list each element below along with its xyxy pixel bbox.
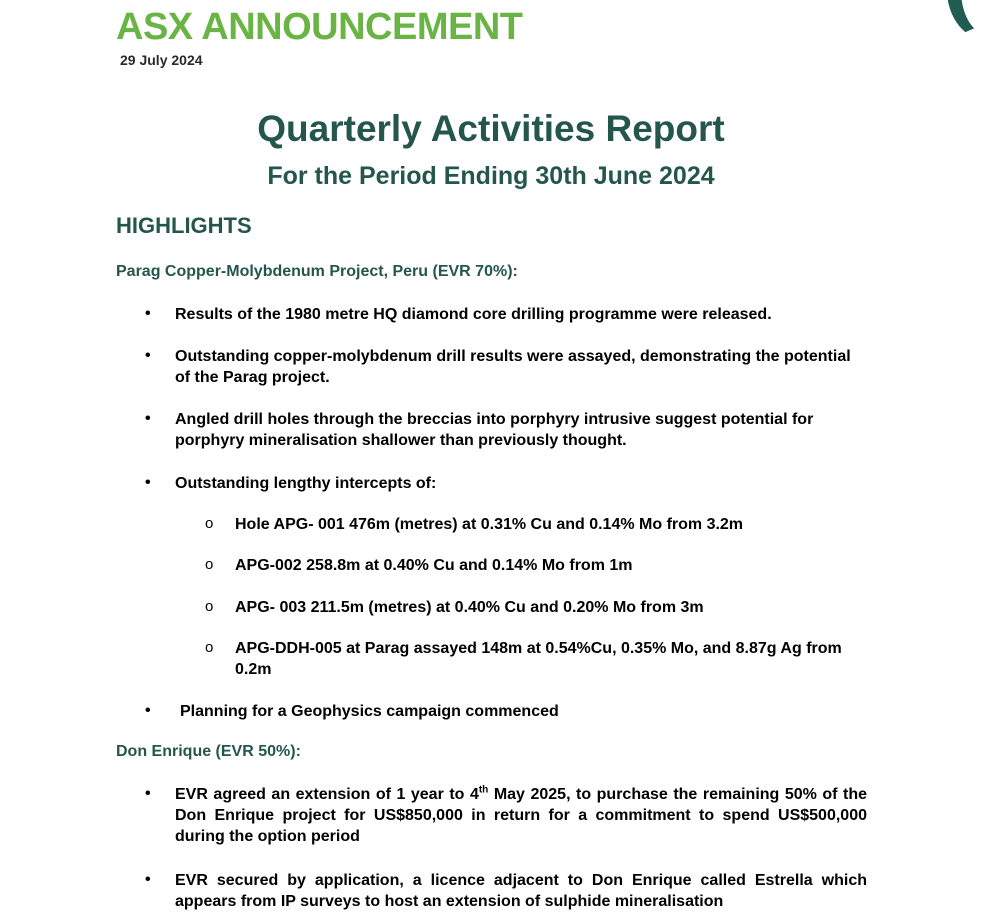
subbullet-marker: o: [205, 639, 214, 656]
don-enrique-bullet-1-post: May 2025, to purchase the remaining 50% of the Don Enrique project for US$850,000 in return for a commitment to spend US$500,000 during the option period: [175, 786, 867, 845]
subbullet-marker: o: [205, 598, 214, 615]
bullet-marker: •: [145, 305, 151, 322]
intercept-item-1: Hole APG- 001 476m (metres) at 0.31% Cu and 0.14% Mo from 3.2m: [235, 516, 744, 533]
intercept-item-3: APG- 003 211.5m (metres) at 0.40% Cu and 0.20% Mo from 3m: [235, 599, 704, 616]
ordinal-suffix: th: [478, 784, 489, 796]
parag-bullet-4: Outstanding lengthy intercepts of:: [175, 475, 437, 492]
bullet-marker: •: [145, 871, 151, 888]
highlights-heading: HIGHLIGHTS: [116, 213, 252, 238]
subbullet-marker: o: [205, 556, 214, 573]
parag-bullet-5: Planning for a Geophysics campaign commenced: [180, 703, 559, 720]
intercept-item-2: APG-002 258.8m at 0.40% Cu and 0.14% Mo from 1m: [235, 557, 633, 574]
bullet-marker: •: [145, 410, 151, 427]
parag-bullet-2: Outstanding copper-molybdenum drill results were assayed, demonstrating the potential of the Parag project.: [175, 348, 851, 386]
don-enrique-bullet-1-pre: EVR agreed an extension of 1 year to 4: [175, 786, 479, 803]
intercept-item-4: APG-DDH-005 at Parag assayed 148m at 0.54%Cu, 0.35% Mo, and 8.87g Ag from 0.2m: [235, 640, 842, 678]
brand-heading: ASX ANNOUNCEMENT: [116, 6, 523, 48]
announcement-date: 29 July 2024: [120, 52, 203, 68]
parag-bullet-1: Results of the 1980 metre HQ diamond core drilling programme were released.: [175, 306, 772, 323]
report-title: Quarterly Activities Report: [257, 108, 725, 149]
report-subtitle: For the Period Ending 30th June 2024: [267, 162, 715, 190]
bullet-marker: •: [145, 474, 151, 491]
don-enrique-bullet-2: EVR secured by application, a licence adjacent to Don Enrique called Estrella which appears from IP surveys to host an extension of sulphide mineralisation: [175, 872, 867, 910]
parag-bullet-3: Angled drill holes through the breccias into porphyry intrusive suggest potential for porphyry mineralisation shallower than previously thought.: [175, 411, 814, 449]
bullet-marker: •: [145, 347, 151, 364]
don-enrique-heading: Don Enrique (EVR 50%):: [116, 743, 301, 760]
bullet-marker: •: [145, 702, 151, 719]
don-enrique-bullet-1: [175, 784, 867, 847]
bullet-marker: •: [145, 785, 151, 802]
corner-logo-arc: [947, 0, 987, 40]
subbullet-marker: o: [205, 515, 214, 532]
parag-heading: Parag Copper-Molybdenum Project, Peru (EVR 70%):: [116, 263, 518, 280]
